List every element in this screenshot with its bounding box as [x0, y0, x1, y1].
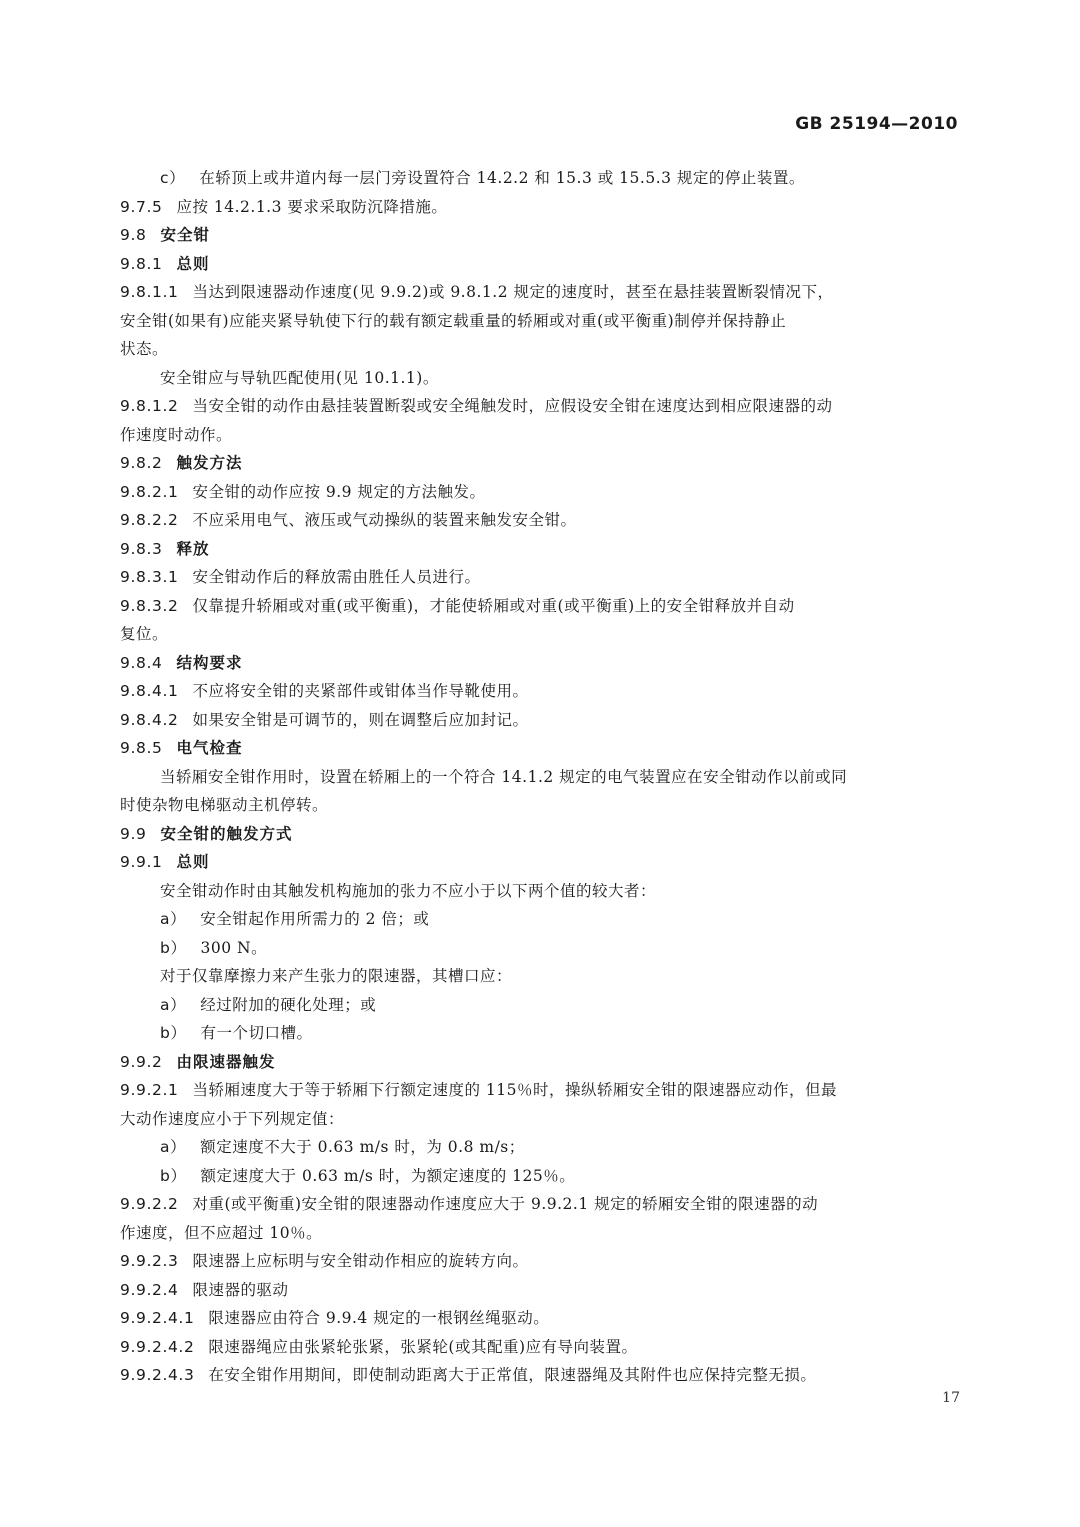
- clause-number: 9.8.5: [120, 739, 163, 757]
- text-line: [120, 506, 960, 535]
- clause-number: 9.9.2.4.3: [120, 1366, 195, 1384]
- text-line: [120, 1162, 960, 1191]
- heading-text: 总则: [176, 853, 210, 871]
- heading-text: 触发方法: [176, 454, 243, 472]
- text-line: [120, 1361, 960, 1390]
- clause-number: 9.8.1.2: [120, 397, 179, 415]
- clause-number: 9.8.1: [120, 254, 163, 273]
- text-line: [120, 392, 960, 421]
- text-line: [120, 364, 960, 393]
- clause-number: 9.8.3: [120, 539, 163, 558]
- text-line: [120, 877, 960, 906]
- clause-number: 9.8.1.1: [120, 283, 179, 301]
- clause-text: 当轿厢速度大于等于轿厢下行额定速度的 115％时，操纵轿厢安全钳的限速器应动作，但最: [192, 1081, 837, 1099]
- clause-text: 安全钳动作后的释放需由胜任人员进行。: [192, 568, 481, 586]
- clause-text: 如果安全钳是可调节的，则在调整后应加封记。: [192, 710, 529, 729]
- clause-text: 当安全钳的动作由悬挂装置断裂或安全绳触发时，应假设安全钳在速度达到相应限速器的动: [192, 397, 833, 415]
- clause-text: 额定速度不大于 0.63 m/s 时，为 0.8 m/s；: [200, 1138, 525, 1156]
- text-line: [120, 763, 960, 792]
- clause-text: 对于仅靠摩擦力来产生张力的限速器，其槽口应：: [160, 967, 513, 985]
- text-line: [120, 592, 960, 621]
- clause-number: 9.8.3.2: [120, 596, 179, 615]
- clause-text: 作速度，但不应超过 10％。: [120, 1223, 323, 1242]
- text-line: [120, 620, 960, 649]
- text-line: [120, 991, 960, 1020]
- clause-number: 9.9.2.2: [120, 1195, 179, 1213]
- clause-number: 9.8.2.1: [120, 482, 179, 501]
- clause-number: b）: [160, 938, 187, 957]
- clause-text: 当轿厢安全钳作用时，设置在轿厢上的一个符合 14.1.2 规定的电气装置应在安全钳动作以前或同: [160, 767, 848, 786]
- page-number: 17: [942, 1390, 960, 1406]
- text-line: [120, 278, 960, 307]
- section-heading: [120, 221, 960, 250]
- text-line: [120, 706, 960, 735]
- section-heading: [120, 820, 960, 849]
- clause-number: 9.8.2.2: [120, 511, 179, 529]
- clause-text: 不应采用电气、液压或气动操纵的装置来触发安全钳。: [192, 511, 577, 529]
- clause-number: 9.9.2.4.2: [120, 1337, 195, 1356]
- heading-text: 总则: [176, 254, 210, 273]
- clause-text: 应按 14.2.1.3 要求采取防沉降措施。: [176, 197, 448, 216]
- section-heading: [120, 250, 960, 279]
- text-line: [120, 1304, 960, 1333]
- clause-number: 9.9.2.4: [120, 1280, 179, 1299]
- clause-text: 限速器绳应由张紧轮张紧，张紧轮(或其配重)应有导向装置。: [208, 1337, 638, 1356]
- text-line: [120, 335, 960, 364]
- clause-number: c）: [160, 169, 186, 187]
- clause-number: a）: [160, 1138, 187, 1156]
- text-line: [120, 164, 960, 193]
- clause-number: b）: [160, 1024, 187, 1042]
- text-line: [120, 1190, 960, 1219]
- section-heading: [120, 848, 960, 877]
- clause-number: a）: [160, 910, 187, 928]
- clause-text: 时使杂物电梯驱动主机停转。: [120, 796, 329, 814]
- heading-text: 由限速器触发: [176, 1052, 276, 1071]
- clause-text: 安全钳动作时由其触发机构施加的张力不应小于以下两个值的较大者：: [160, 881, 657, 900]
- clause-number: 9.8.3.1: [120, 568, 179, 586]
- text-line: [120, 791, 960, 820]
- standard-code: GB 25194—2010: [795, 114, 958, 134]
- clause-number: a）: [160, 995, 187, 1014]
- section-heading: [120, 734, 960, 763]
- heading-text: 释放: [176, 539, 210, 558]
- section-heading: [120, 1048, 960, 1077]
- text-line: [120, 563, 960, 592]
- clause-text: 安全钳的动作应按 9.9 规定的方法触发。: [192, 482, 486, 501]
- text-line: [120, 1247, 960, 1276]
- clause-text: 限速器应由符合 9.9.4 规定的一根钢丝绳驱动。: [208, 1309, 550, 1327]
- text-line: [120, 478, 960, 507]
- clause-text: 对重(或平衡重)安全钳的限速器动作速度应大于 9.9.2.1 规定的轿厢安全钳的限速器的动: [192, 1195, 819, 1213]
- clause-number: 9.8.4: [120, 653, 163, 672]
- clause-text: 在安全钳作用期间，即使制动距离大于正常值，限速器绳及其附件也应保持完整无损。: [208, 1366, 817, 1384]
- clause-number: 9.8: [120, 226, 147, 244]
- clause-text: 安全钳应与导轨匹配使用(见 10.1.1)。: [160, 368, 439, 387]
- clause-text: 当达到限速器动作速度(见 9.9.2)或 9.8.1.2 规定的速度时，甚至在悬挂装置断裂情况下，: [192, 283, 834, 301]
- heading-text: 安全钳的触发方式: [160, 824, 293, 843]
- heading-text: 结构要求: [176, 653, 243, 672]
- clause-number: 9.9.2.1: [120, 1081, 179, 1099]
- text-line: [120, 1105, 960, 1134]
- clause-text: 安全钳起作用所需力的 2 倍；或: [200, 910, 430, 928]
- text-line: [120, 1276, 960, 1305]
- text-line: [120, 934, 960, 963]
- clause-text: 经过附加的硬化处理；或: [200, 995, 377, 1014]
- clause-text: 限速器上应标明与安全钳动作相应的旋转方向。: [192, 1252, 529, 1270]
- text-line: [120, 1219, 960, 1248]
- clause-number: 9.9.2: [120, 1052, 163, 1071]
- text-line: [120, 962, 960, 991]
- document-body: [120, 164, 960, 1390]
- heading-text: 电气检查: [176, 739, 243, 757]
- clause-number: 9.9: [120, 824, 147, 843]
- clause-number: 9.9.2.3: [120, 1252, 179, 1270]
- text-line: [120, 1076, 960, 1105]
- heading-text: 安全钳: [160, 226, 210, 244]
- clause-text: 状态。: [120, 340, 169, 358]
- clause-number: 9.8.2: [120, 454, 163, 472]
- section-heading: [120, 535, 960, 564]
- text-line: [120, 421, 960, 450]
- clause-text: 作速度时动作。: [120, 425, 233, 444]
- text-line: [120, 1133, 960, 1162]
- text-line: [120, 1333, 960, 1362]
- clause-number: 9.7.5: [120, 197, 163, 216]
- clause-text: 安全钳(如果有)应能夹紧导轨使下行的载有额定载重量的轿厢或对重(或平衡重)制停并保持静止: [120, 311, 787, 330]
- text-line: [120, 307, 960, 336]
- clause-text: 额定速度大于 0.63 m/s 时，为额定速度的 125％。: [200, 1166, 576, 1185]
- clause-number: 9.9.2.4.1: [120, 1309, 195, 1327]
- clause-text: 有一个切口槽。: [200, 1024, 313, 1042]
- clause-text: 仅靠提升轿厢或对重(或平衡重)，才能使轿厢或对重(或平衡重)上的安全钳释放并自动: [192, 596, 795, 615]
- clause-text: 在轿顶上或井道内每一层门旁设置符合 14.2.2 和 15.3 或 15.5.3 规定的停止装置。: [199, 169, 805, 187]
- text-line: [120, 1019, 960, 1048]
- clause-text: 复位。: [120, 625, 169, 643]
- clause-number: 9.9.1: [120, 853, 163, 871]
- text-line: [120, 905, 960, 934]
- clause-number: 9.8.4.1: [120, 682, 179, 700]
- section-heading: [120, 449, 960, 478]
- section-heading: [120, 649, 960, 678]
- text-line: [120, 193, 960, 222]
- clause-text: 大动作速度应小于下列规定值：: [120, 1109, 345, 1128]
- clause-text: 不应将安全钳的夹紧部件或钳体当作导靴使用。: [192, 682, 529, 700]
- text-line: [120, 677, 960, 706]
- clause-number: 9.8.4.2: [120, 710, 179, 729]
- clause-number: b）: [160, 1166, 187, 1185]
- clause-text: 300 N。: [200, 938, 268, 957]
- clause-text: 限速器的驱动: [192, 1280, 289, 1299]
